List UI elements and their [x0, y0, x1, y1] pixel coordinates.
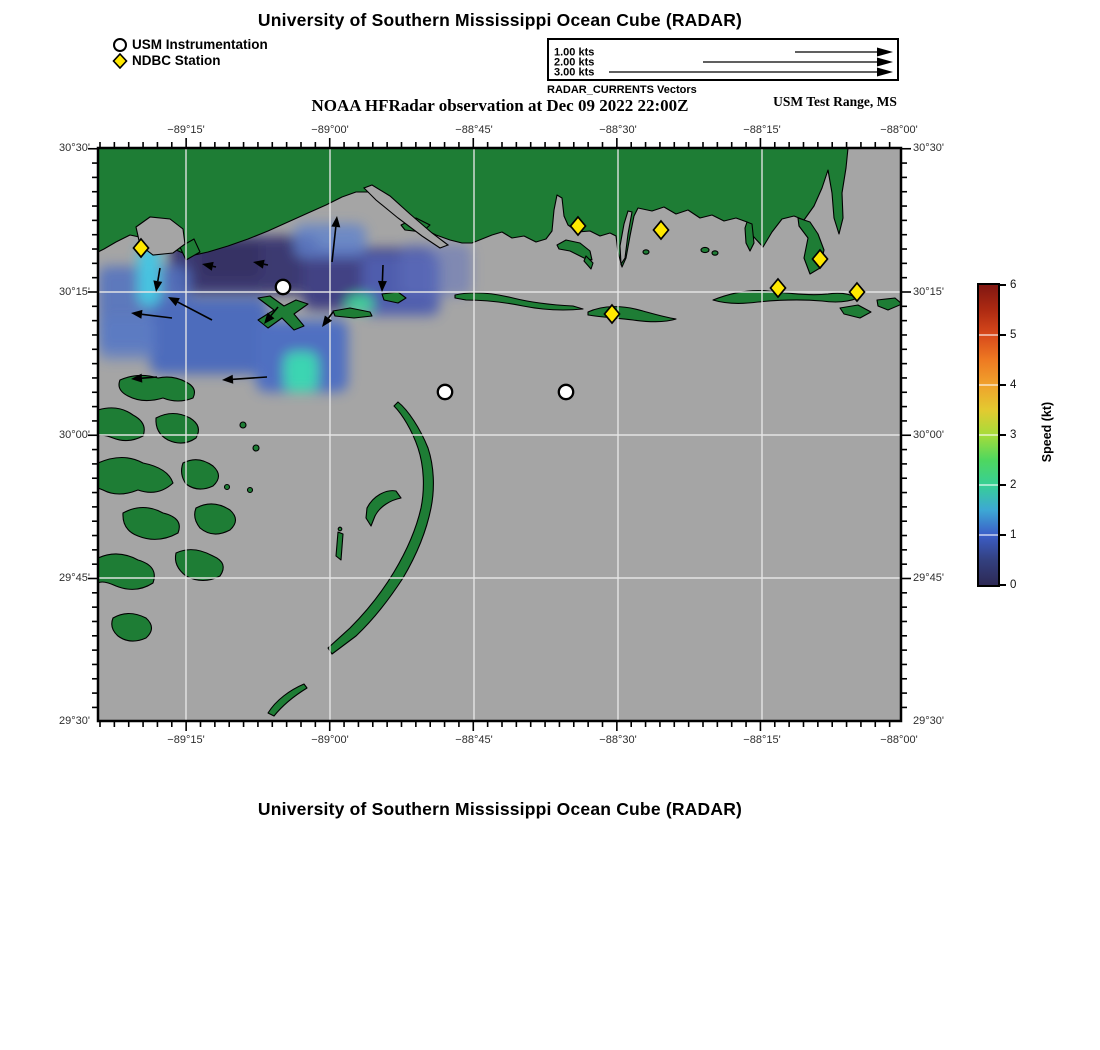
- colorbar-title: Speed (kt): [1040, 401, 1054, 463]
- axis-label-y-right: 30°15': [913, 286, 944, 298]
- footer-title: University of Southern Mississippi Ocean Cube (RADAR): [257, 799, 743, 819]
- axis-label-x-top: −89°00': [311, 124, 349, 136]
- axis-label-y-left: 29°45': [59, 572, 90, 584]
- colorbar-level-line: [979, 534, 998, 536]
- land-marsh-dot: [225, 485, 230, 490]
- ndbc-marker-icon: [112, 53, 128, 69]
- colorbar-tick: [1000, 534, 1006, 536]
- axis-label-y-right: 30°30': [913, 142, 944, 154]
- current-vector-arrow: [382, 265, 383, 281]
- axis-label-x-top: −88°45': [455, 124, 493, 136]
- vector-scale-label: 3.00 kts: [554, 66, 595, 79]
- colorbar-level-line: [979, 384, 998, 386]
- ndbc-legend-label: NDBC Station: [132, 53, 221, 68]
- speed-patch: [98, 316, 156, 360]
- colorbar-tick-label: 0: [1010, 579, 1017, 591]
- axis-label-y-left: 30°00': [59, 429, 90, 441]
- land-coastal-islet: [701, 247, 709, 252]
- vector-scale-box: [547, 38, 899, 81]
- vector-scale-label: 2.00 kts: [554, 56, 595, 69]
- speed-patch: [400, 244, 472, 296]
- speed-patch: [284, 352, 318, 392]
- colorbar-tick-label: 6: [1010, 279, 1017, 291]
- axis-label-y-left: 30°30': [59, 142, 90, 154]
- vector-scale-arrow-head: [877, 68, 893, 77]
- axis-label-y-right: 30°00': [913, 429, 944, 441]
- colorbar-tick: [1000, 284, 1006, 286]
- land-marsh-dot: [253, 445, 259, 451]
- colorbar-tick: [1000, 584, 1006, 586]
- axis-label-y-left: 30°15': [59, 286, 90, 298]
- land-marsh-dot: [240, 422, 246, 428]
- colorbar-level-line: [979, 484, 998, 486]
- map-plot: [86, 136, 913, 733]
- colorbar-tick-label: 4: [1010, 379, 1017, 391]
- land-coastal-islet: [643, 250, 649, 254]
- usm-site-marker: [559, 385, 573, 399]
- land-chandeleur-dot: [338, 527, 342, 531]
- colorbar-tick: [1000, 484, 1006, 486]
- page-title: University of Southern Mississippi Ocean Cube (RADAR): [257, 10, 743, 30]
- colorbar-tick-label: 2: [1010, 479, 1017, 491]
- radar-currents-caption: RADAR_CURRENTS Vectors: [547, 84, 697, 96]
- vector-scale-label: 1.00 kts: [554, 46, 595, 59]
- colorbar-tick-label: 3: [1010, 429, 1017, 441]
- current-vector-arrow: [213, 266, 216, 267]
- colorbar-tick-label: 5: [1010, 329, 1017, 341]
- axis-label-x-top: −88°15': [743, 124, 781, 136]
- axis-label-x-bottom: −89°00': [311, 734, 349, 746]
- vector-scale-arrow-head: [877, 58, 893, 67]
- colorbar-tick: [1000, 384, 1006, 386]
- axis-label-y-left: 29°30': [59, 715, 90, 727]
- axis-label-x-bottom: −88°15': [743, 734, 781, 746]
- test-range-label: USM Test Range, MS: [773, 94, 897, 109]
- axis-label-y-right: 29°30': [913, 715, 944, 727]
- usm-site-marker: [276, 280, 290, 294]
- axis-label-x-bottom: −88°00': [880, 734, 918, 746]
- usm-legend-label: USM Instrumentation: [132, 37, 268, 52]
- usm-site-marker: [438, 385, 452, 399]
- colorbar-level-line: [979, 434, 998, 436]
- speed-patch: [150, 298, 268, 374]
- axis-label-x-top: −88°30': [599, 124, 637, 136]
- observation-subtitle: NOAA HFRadar observation at Dec 09 2022 22:00Z: [311, 96, 689, 115]
- vector-scale-arrow-head: [877, 48, 893, 57]
- usm-legend-item: [112, 37, 268, 53]
- colorbar-tick: [1000, 334, 1006, 336]
- map-legend: [112, 37, 268, 69]
- current-vector-arrow: [264, 264, 268, 265]
- colorbar-level-line: [979, 334, 998, 336]
- vector-scale-arrows: [549, 40, 897, 79]
- axis-label-x-bottom: −88°45': [455, 734, 493, 746]
- colorbar-tick: [1000, 434, 1006, 436]
- axis-label-x-bottom: −88°30': [599, 734, 637, 746]
- usm-marker-icon: [112, 37, 128, 53]
- axis-label-x-top: −89°15': [167, 124, 205, 136]
- land-coastal-islet: [712, 251, 718, 255]
- land-marsh-dot: [248, 488, 253, 493]
- ndbc-legend-item: [112, 53, 268, 69]
- axis-label-x-bottom: −89°15': [167, 734, 205, 746]
- colorbar-tick-label: 1: [1010, 529, 1017, 541]
- axis-label-x-top: −88°00': [880, 124, 918, 136]
- axis-label-y-right: 29°45': [913, 572, 944, 584]
- colorbar: [979, 279, 1017, 591]
